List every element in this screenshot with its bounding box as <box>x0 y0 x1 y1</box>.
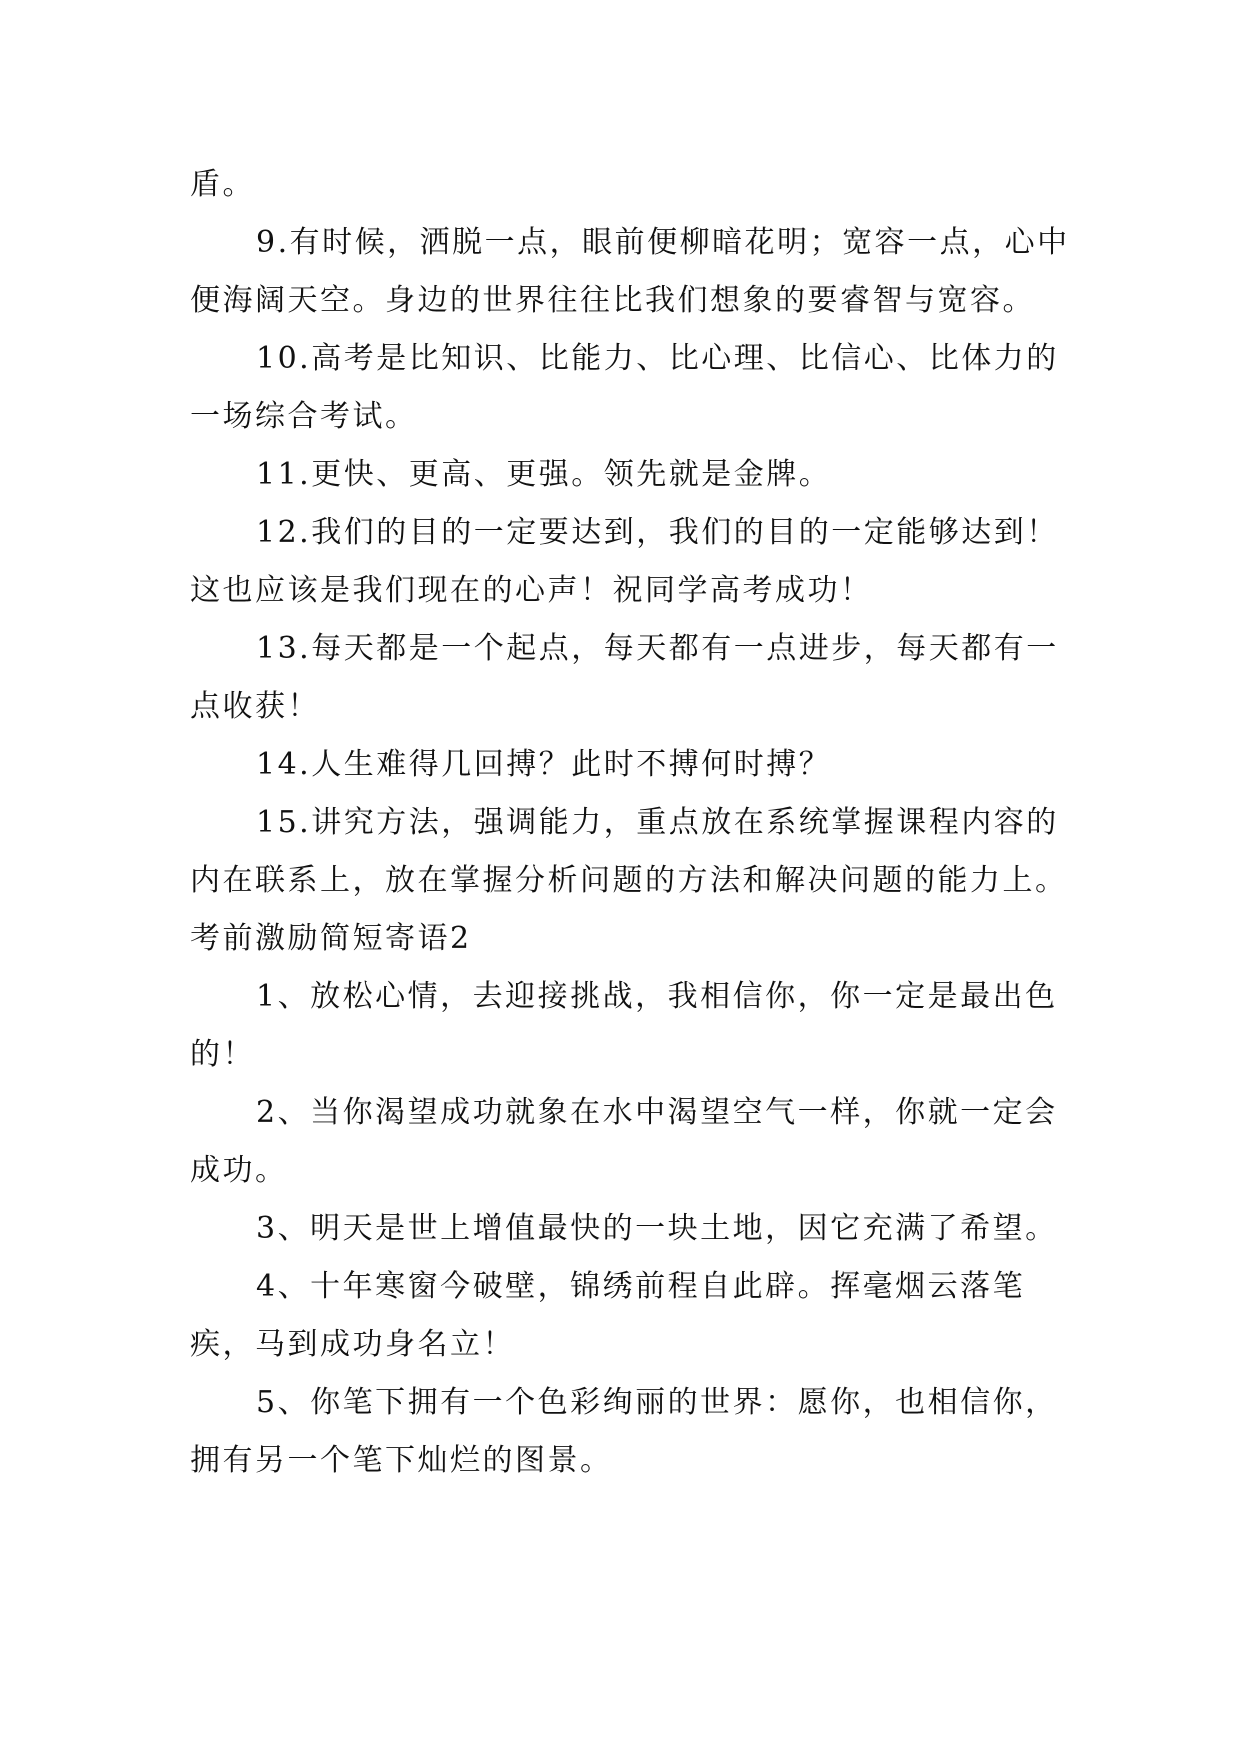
paragraph-item-5: 5、你笔下拥有一个色彩绚丽的世界：愿你，也相信你，拥有另一个笔下灿烂的图景。 <box>190 1385 1058 1478</box>
paragraph-item-4: 4、十年寒窗今破壁，锦绣前程自此辟。挥毫烟云落笔疾，马到成功身名立！ <box>190 1269 1026 1362</box>
document-body <box>190 156 1080 1490</box>
paragraph-item-9: 9.有时候，洒脱一点，眼前便柳暗花明；宽容一点，心中便海阔天空。身边的世界往往比我们想象的要睿智与宽容。 <box>190 225 1070 318</box>
paragraph-item-12: 12.我们的目的一定要达到，我们的目的一定能够达到！这也应该是我们现在的心声！祝同学高考成功！ <box>190 515 1059 608</box>
paragraph-item-13: 13.每天都是一个起点，每天都有一点进步，每天都有一点收获！ <box>190 631 1059 724</box>
paragraph-item-10: 10.高考是比知识、比能力、比心理、比信心、比体力的一场综合考试。 <box>190 341 1059 434</box>
paragraph-item-2: 2、当你渴望成功就象在水中渴望空气一样，你就一定会成功。 <box>190 1095 1058 1188</box>
paragraph-item-1: 1、放松心情，去迎接挑战，我相信你，你一定是最出色的！ <box>190 979 1058 1072</box>
paragraph-item-11: 11.更快、更高、更强。领先就是金牌。 <box>256 457 832 492</box>
paragraph-item-3: 3、明天是世上增值最快的一块土地，因它充满了希望。 <box>256 1211 1058 1246</box>
section-heading: 考前激励简短寄语2 <box>190 921 472 956</box>
paragraph-item-15: 15.讲究方法，强调能力，重点放在系统掌握课程内容的内在联系上，放在掌握分析问题的方法和解决问题的能力上。 <box>190 805 1068 898</box>
paragraph-item-14: 14.人生难得几回搏？此时不搏何时搏？ <box>256 747 832 782</box>
paragraph-continuation: 盾。 <box>190 167 255 202</box>
